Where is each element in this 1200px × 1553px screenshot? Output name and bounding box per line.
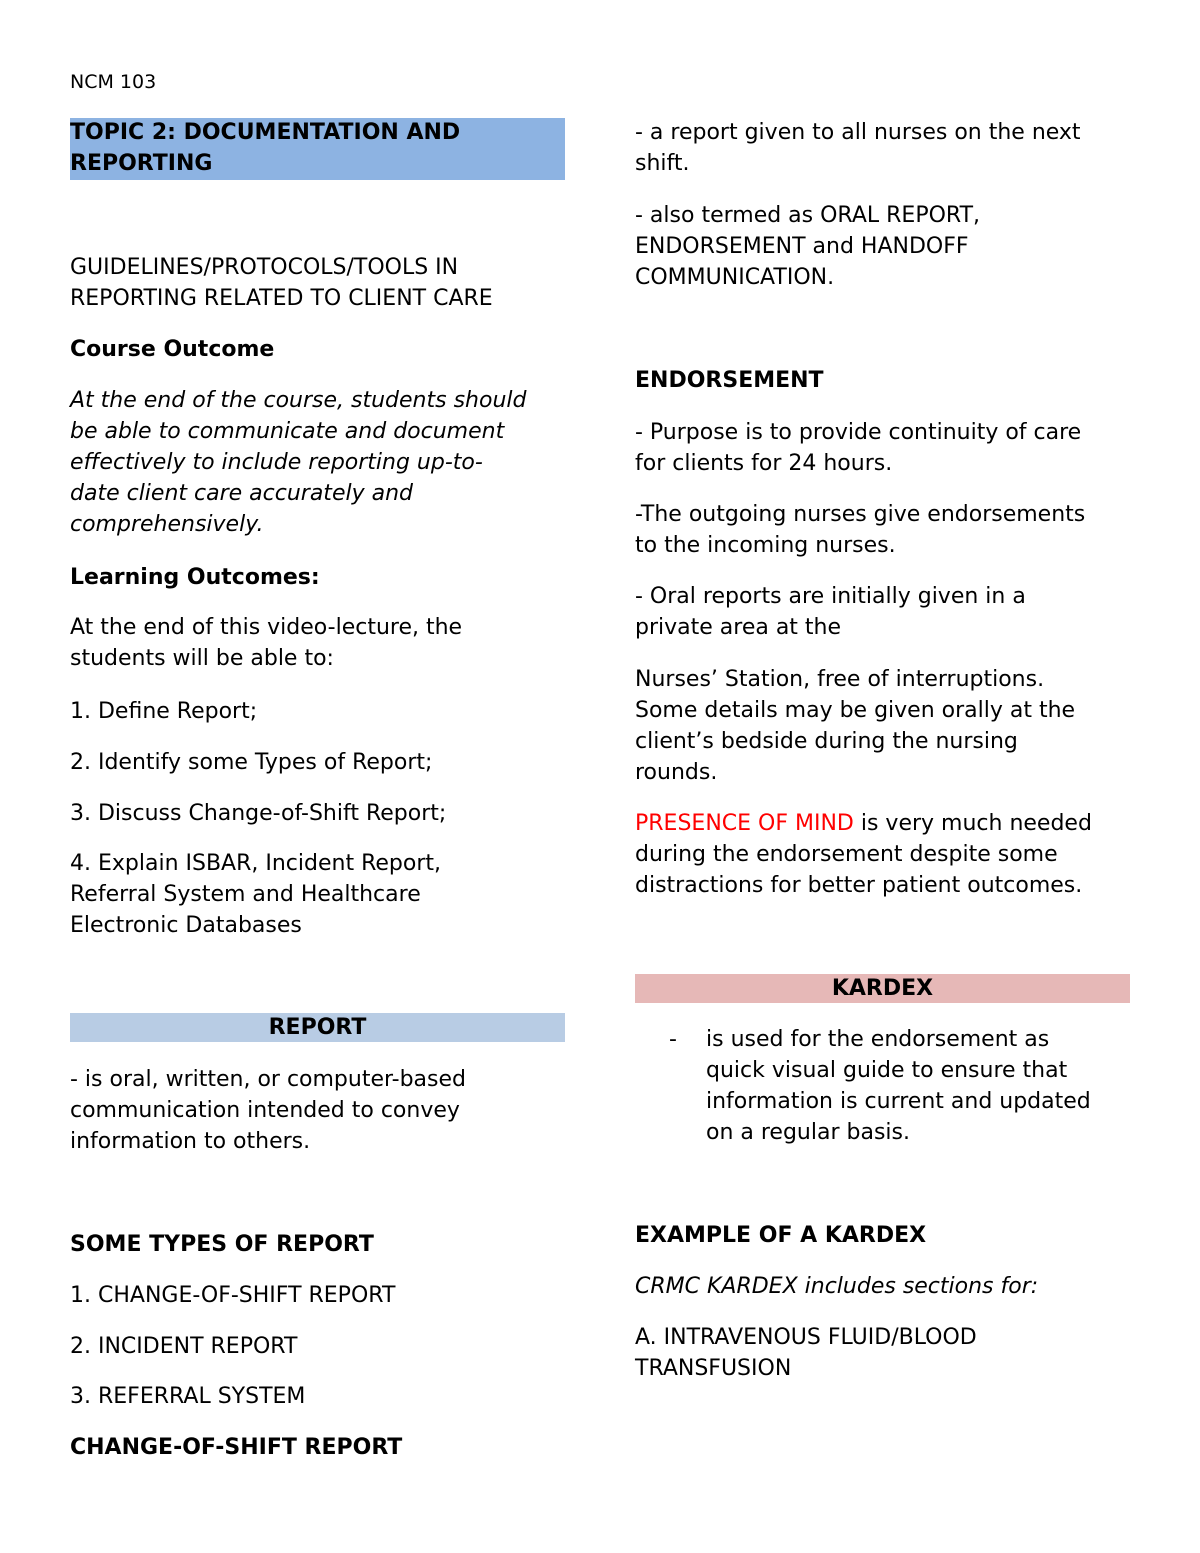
learning-outcomes-heading: Learning Outcomes: <box>70 565 320 590</box>
endorsement-station: Nurses’ Station, free of interruptions. Some details may be given orally at the client’s bedside during the nursing rounds. <box>635 667 1076 785</box>
endorsement-purpose: - Purpose is to provide continuity of care for clients for 24 hours. <box>635 420 1082 476</box>
also-termed-text: - also termed as ORAL REPORT, ENDORSEMENT and HANDOFF COMMUNICATION. <box>635 203 981 290</box>
guidelines-title: GUIDELINES/PROTOCOLS/TOOLS IN REPORTING RELATED TO CLIENT CARE <box>70 255 493 311</box>
presence-of-mind-highlight: PRESENCE OF MIND <box>635 811 854 836</box>
learning-outcomes-intro: At the end of this video-lecture, the students will be able to: <box>70 615 463 671</box>
presence-of-mind-text: PRESENCE OF MIND is very much needed during the endorsement despite some distractions for better patient outcomes. <box>635 811 1092 898</box>
report-definition: - is oral, written, or computer-based communication intended to convey information to others. <box>70 1067 466 1154</box>
example-kardex-heading: EXAMPLE OF A KARDEX <box>635 1223 927 1248</box>
outcome-2: 2. Identify some Types of Report; <box>70 750 433 775</box>
crmc-kardex-line: CRMC KARDEX includes sections for: <box>635 1274 1039 1299</box>
course-outcome-text: At the end of the course, students should be able to communicate and document effectively to include reporting up-to- date client care accurately and comprehensively. <box>70 388 527 537</box>
outcome-1: 1. Define Report; <box>70 699 258 724</box>
section-a: A. INTRAVENOUS FLUID/BLOOD TRANSFUSION <box>635 1325 977 1381</box>
type-3: 3. REFERRAL SYSTEM <box>70 1384 306 1409</box>
bullet-dash: - <box>669 1027 677 1052</box>
outcome-4: 4. Explain ISBAR, Incident Report, Referral System and Healthcare Electronic Databases <box>70 851 442 938</box>
type-2: 2. INCIDENT REPORT <box>70 1334 298 1359</box>
types-heading: SOME TYPES OF REPORT <box>70 1232 374 1257</box>
report-heading-bar <box>70 1013 565 1042</box>
change-of-shift-heading: CHANGE-OF-SHIFT REPORT <box>70 1435 403 1460</box>
page-header: NCM 103 <box>70 71 157 93</box>
shift-report-definition: - a report given to all nurses on the next shift. <box>635 120 1081 176</box>
type-1: 1. CHANGE-OF-SHIFT REPORT <box>70 1283 396 1308</box>
kardex-heading: KARDEX <box>831 976 934 1001</box>
endorsement-outgoing: -The outgoing nurses give endorsements to the incoming nurses. <box>635 502 1086 558</box>
endorsement-oral: - Oral reports are initially given in a private area at the <box>635 584 1026 640</box>
kardex-bullet: - is used for the endorsement as quick visual guide to ensure that information is current and updated on a regular basis. <box>635 1024 1130 1148</box>
outcome-3: 3. Discuss Change-of-Shift Report; <box>70 801 447 826</box>
kardex-heading-bar <box>635 974 1130 1003</box>
endorsement-heading: ENDORSEMENT <box>635 368 824 393</box>
topic-title: TOPIC 2: DOCUMENTATION AND REPORTING <box>70 120 461 176</box>
report-heading: REPORT <box>268 1015 367 1040</box>
course-outcome-heading: Course Outcome <box>70 337 275 362</box>
